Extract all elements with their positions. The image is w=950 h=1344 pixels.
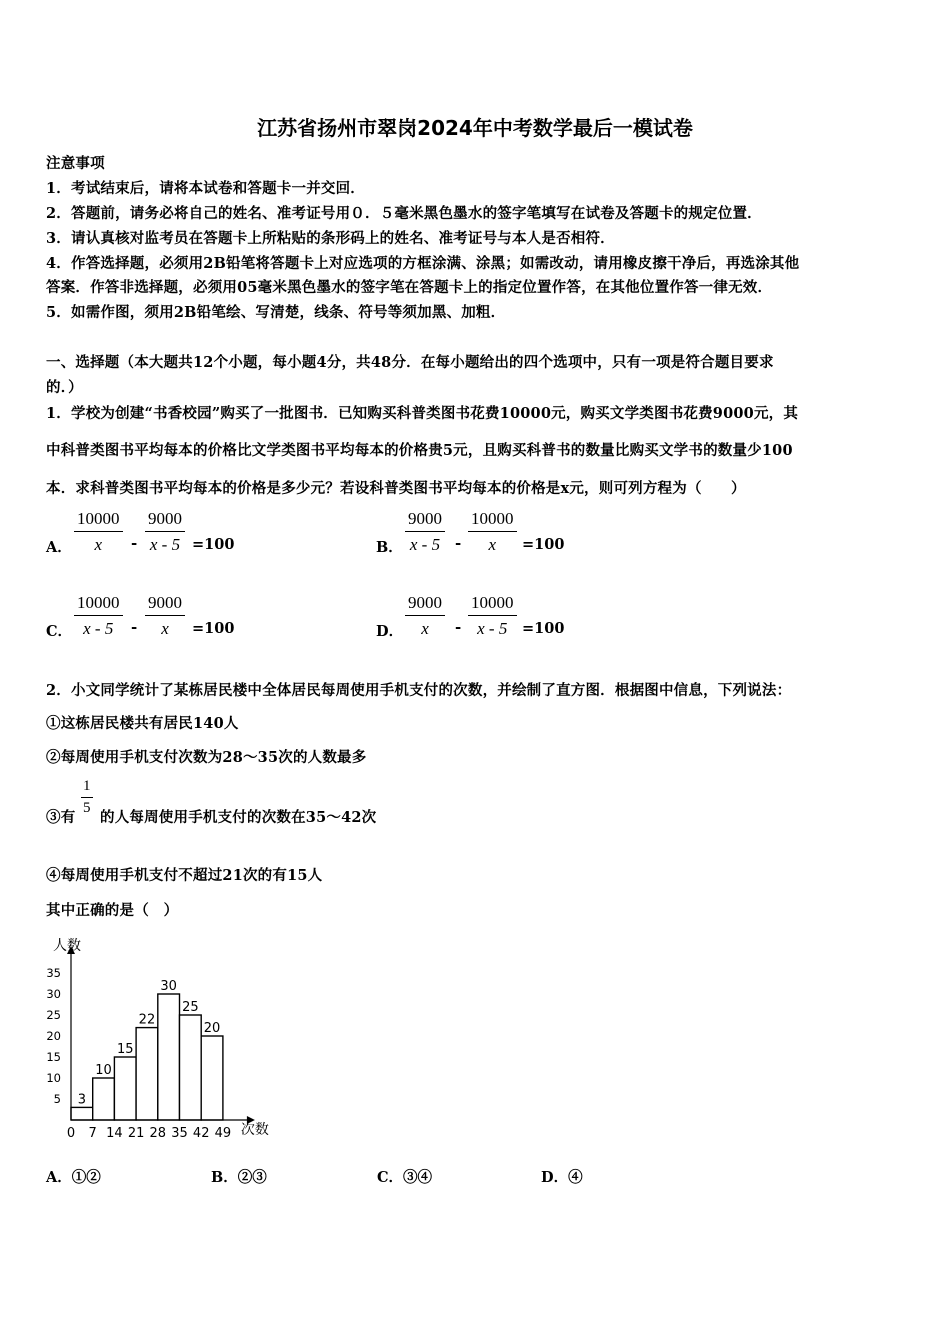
fraction bbox=[145, 593, 185, 639]
denominator: x - 5 bbox=[83, 619, 114, 638]
bar-value-label: 10 bbox=[95, 1063, 112, 1078]
minus-sign: - bbox=[131, 618, 138, 636]
equation-rhs: =100 bbox=[522, 620, 565, 637]
notice-item: 4．作答选择题，必须用2B铅笔将答题卡上对应选项的方框涂满、涂黑；如需改动，请用橡皮擦干净后，再选涂其他 bbox=[46, 255, 800, 272]
minus-sign: - bbox=[455, 534, 462, 552]
notice-item: 3．请认真核对监考员在答题卡上所粘贴的条形码上的姓名、准考证号与本人是否相符． bbox=[46, 230, 615, 247]
histogram-bar bbox=[180, 1015, 202, 1120]
denominator: x bbox=[488, 535, 497, 554]
fraction bbox=[405, 593, 445, 639]
histogram-bar bbox=[201, 1036, 223, 1120]
equation-rhs: =100 bbox=[192, 536, 235, 553]
histogram-bar bbox=[71, 1107, 93, 1120]
section-heading: 一、选择题（本大题共12个小题，每小题4分，共48分．在每小题给出的四个选项中，只有一项是符合题目要求 bbox=[46, 354, 774, 371]
minus-sign: - bbox=[131, 534, 138, 552]
bar-value-label: 3 bbox=[77, 1092, 86, 1108]
question-1-text: 本．求科普类图书平均每本的价格是多少元？若设科普类图书平均每本的价格是x元，则可列方程为（ ） bbox=[46, 480, 746, 497]
answer-c[interactable]: C．③④ bbox=[377, 1169, 433, 1186]
bar-value-label: 15 bbox=[116, 1042, 134, 1057]
bar-value-label: 22 bbox=[138, 1012, 156, 1028]
question-2-ask: 其中正确的是（ ） bbox=[46, 902, 179, 919]
option-letter: A． bbox=[46, 539, 72, 556]
y-tick-label: 10 bbox=[46, 1071, 61, 1085]
minus-sign: - bbox=[455, 618, 462, 636]
numerator: 9000 bbox=[405, 593, 445, 616]
section-heading-cont: 的．） bbox=[46, 379, 83, 396]
equation-rhs: =100 bbox=[522, 536, 565, 553]
notice-heading: 注意事项 bbox=[46, 155, 105, 172]
x-tick-label: 28 bbox=[149, 1126, 167, 1141]
fraction-one-fifth bbox=[81, 778, 93, 817]
answer-d[interactable]: D．④ bbox=[541, 1169, 583, 1186]
question-2-text: 2．小文同学统计了某栋居民楼中全体居民每周使用手机支付的次数，并绘制了直方图．根据图中信息，下列说法： bbox=[46, 682, 792, 699]
fraction bbox=[405, 509, 445, 555]
statement-3-suffix: 的人每周使用手机支付的次数在35～42次 bbox=[100, 809, 377, 826]
option-letter: C． bbox=[46, 623, 73, 640]
notice-item: 答案．作答非选择题，必须用05毫米黑色墨水的签字笔在答题卡上的指定位置作答，在其他位置作答一律无效． bbox=[46, 279, 773, 296]
question-1-text: 中科普类图书平均每本的价格比文学类图书平均每本的价格贵5元，且购买科普书的数量比购买文学书的数量少100 bbox=[46, 442, 793, 459]
x-tick-label: 42 bbox=[192, 1126, 210, 1141]
numerator: 10000 bbox=[468, 593, 517, 616]
answer-b[interactable]: B．②③ bbox=[211, 1169, 267, 1186]
fraction bbox=[468, 509, 517, 555]
denominator: x bbox=[421, 619, 429, 638]
x-tick-label: 49 bbox=[214, 1126, 232, 1141]
fraction bbox=[74, 593, 123, 639]
numerator: 9000 bbox=[145, 593, 185, 616]
numerator: 1 bbox=[81, 778, 93, 798]
y-tick-label: 5 bbox=[53, 1092, 61, 1106]
option-letter: B． bbox=[376, 539, 403, 556]
denominator: x - 5 bbox=[477, 619, 508, 638]
numerator: 9000 bbox=[405, 509, 445, 532]
numerator: 10000 bbox=[74, 593, 123, 616]
equation-rhs: =100 bbox=[192, 620, 235, 637]
histogram-bar bbox=[114, 1057, 136, 1120]
y-axis-label: 人数 bbox=[53, 938, 81, 954]
x-axis-label: 次数 bbox=[240, 1122, 269, 1138]
histogram-chart bbox=[36, 930, 286, 1150]
denominator: 5 bbox=[83, 800, 91, 816]
y-tick-label: 15 bbox=[46, 1050, 61, 1064]
denominator: x bbox=[161, 619, 169, 638]
bar-value-label: 20 bbox=[203, 1021, 221, 1036]
notice-item: 1．考试结束后，请将本试卷和答题卡一并交回． bbox=[46, 180, 365, 197]
statement-2: ②每周使用手机支付次数为28～35次的人数最多 bbox=[46, 749, 367, 766]
numerator: 9000 bbox=[145, 509, 185, 532]
histogram-bar bbox=[93, 1078, 115, 1120]
notice-item: 5．如需作图，须用2B铅笔绘、写清楚，线条、符号等须加黑、加粗． bbox=[46, 304, 506, 321]
page-title: 江苏省扬州市翠岗2024年中考数学最后一模试卷 bbox=[257, 116, 693, 140]
fraction bbox=[145, 509, 185, 555]
denominator: x - 5 bbox=[149, 535, 181, 554]
numerator: 10000 bbox=[468, 509, 517, 532]
histogram-bar bbox=[136, 1028, 158, 1120]
numerator: 10000 bbox=[74, 509, 123, 532]
notice-item: 2．答题前，请务必将自己的姓名、准考证号用０．５毫米黑色墨水的签字笔填写在试卷及答题卡的规定位置． bbox=[46, 205, 762, 222]
x-tick-label: 14 bbox=[106, 1126, 123, 1141]
x-tick-label: 35 bbox=[171, 1126, 188, 1141]
y-tick-label: 30 bbox=[46, 987, 61, 1001]
statement-3-prefix: ③有 bbox=[46, 809, 76, 826]
x-tick-label: 0 bbox=[66, 1126, 76, 1141]
denominator: x bbox=[94, 535, 103, 554]
fraction bbox=[74, 509, 123, 555]
x-tick-label: 21 bbox=[127, 1126, 145, 1141]
y-tick-label: 20 bbox=[46, 1029, 61, 1043]
option-letter: D． bbox=[376, 623, 404, 640]
answer-a[interactable]: A．①② bbox=[46, 1169, 101, 1186]
y-tick-label: 35 bbox=[46, 966, 61, 980]
histogram-bar bbox=[158, 994, 180, 1120]
statement-1: ①这栋居民楼共有居民140人 bbox=[46, 715, 239, 732]
y-tick-label: 25 bbox=[46, 1008, 61, 1022]
denominator: x - 5 bbox=[409, 535, 441, 554]
question-1-text: 1．学校为创建“书香校园”购买了一批图书．已知购买科普类图书花费10000元，购买文学类图书花费9000元，其 bbox=[46, 405, 799, 422]
statement-4: ④每周使用手机支付不超过21次的有15人 bbox=[46, 867, 323, 884]
fraction bbox=[468, 593, 517, 639]
bar-value-label: 25 bbox=[182, 1000, 199, 1015]
bar-value-label: 30 bbox=[160, 979, 177, 994]
x-tick-label: 7 bbox=[88, 1126, 97, 1141]
